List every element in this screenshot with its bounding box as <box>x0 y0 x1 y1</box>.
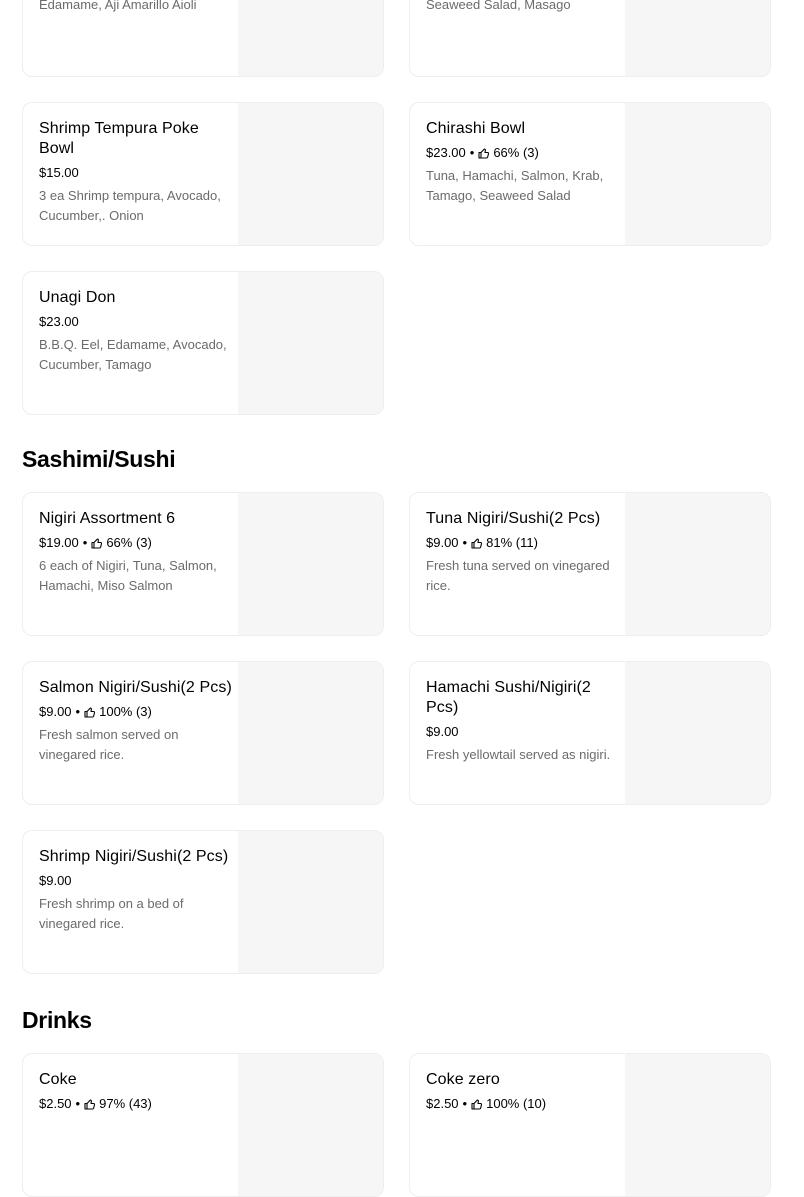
menu-item-price: $9.00 <box>426 724 459 739</box>
menu-item-description: Tuna, Hamachi, Salmon, Krab, Tamago, Seaweed Salad <box>426 168 604 203</box>
section-title-drinks: Drinks <box>22 1007 92 1033</box>
menu-grid-bowls <box>22 0 771 415</box>
menu-item-meta: $9.00 • 100% (3) <box>39 704 152 719</box>
menu-item-price: $9.00 <box>39 704 72 719</box>
thumbs-up-icon <box>471 1098 483 1110</box>
menu-item-info <box>23 0 238 76</box>
menu-item-price: $15.00 <box>39 165 79 180</box>
menu-item-name: Coke <box>39 1071 77 1088</box>
menu-item-meta <box>426 723 625 741</box>
menu-item-meta: $2.50 • 100% (10) <box>426 1096 547 1111</box>
menu-item-meta: $23.00 • 66% (3) <box>426 145 539 160</box>
menu-item-description: Fresh salmon served on vinegared rice. <box>39 727 179 762</box>
menu-item-description: 3 ea Shrimp tempura, Avocado, Cucumber,. Onion <box>39 188 221 223</box>
menu-item-info <box>23 493 238 635</box>
menu-item-image <box>625 1054 770 1196</box>
menu-item-image <box>238 493 383 635</box>
menu-item-rating: 100% (3) <box>99 704 152 719</box>
menu-item-name: Tuna Nigiri/Sushi(2 Pcs) <box>426 510 601 527</box>
menu-item-description: Fresh yellowtail served as nigiri. <box>426 747 611 762</box>
menu-item-info <box>23 831 238 973</box>
menu-item-info <box>410 662 625 804</box>
menu-item-name: Chirashi Bowl <box>426 120 526 137</box>
menu-item-price: $9.00 <box>39 873 72 888</box>
menu-item-image <box>238 0 383 76</box>
menu-item-rating: 100% (10) <box>486 1096 547 1111</box>
menu-item-meta <box>39 164 238 182</box>
menu-item-card[interactable] <box>409 661 771 805</box>
menu-item-price: $23.00 <box>426 145 466 160</box>
menu-item-info <box>410 493 625 635</box>
menu-item-description: Seaweed Salad, Masago <box>426 0 571 12</box>
menu-item-info <box>23 272 238 414</box>
menu-item-image <box>238 103 383 245</box>
menu-item-price: $2.50 <box>426 1096 459 1111</box>
thumbs-up-icon <box>471 537 483 549</box>
menu-item-description: Edamame, Aji Amarillo Aioli <box>39 0 197 12</box>
menu-item-name: Salmon Nigiri/Sushi(2 Pcs) <box>39 679 232 696</box>
menu-item-image <box>625 493 770 635</box>
menu-item-card[interactable] <box>409 102 771 246</box>
menu-item-card[interactable] <box>22 661 384 805</box>
menu-item-price: $19.00 <box>39 535 79 550</box>
menu-item-meta <box>39 872 238 890</box>
menu-item-rating: 66% (3) <box>106 535 152 550</box>
menu-item-image <box>238 662 383 804</box>
thumbs-up-icon <box>478 147 490 159</box>
menu-item-price: $23.00 <box>39 314 79 329</box>
menu-item-info <box>410 1054 625 1196</box>
menu-item-image <box>238 831 383 973</box>
menu-item-card[interactable] <box>409 0 771 77</box>
menu-item-name: Shrimp Tempura Poke Bowl <box>39 120 199 157</box>
menu-item-description: Fresh shrimp on a bed of vinegared rice. <box>39 896 184 931</box>
menu-grid-sashimi-sushi <box>22 492 771 974</box>
menu-item-name: Coke zero <box>426 1071 500 1088</box>
menu-item-card[interactable] <box>409 492 771 636</box>
menu-item-image <box>625 0 770 76</box>
menu-item-description: 6 each of Nigiri, Tuna, Salmon, Hamachi, Miso Salmon <box>39 558 217 593</box>
menu-item-rating: 97% (43) <box>99 1096 152 1111</box>
menu-item-price: $2.50 <box>39 1096 72 1111</box>
thumbs-up-icon <box>84 706 96 718</box>
thumbs-up-icon <box>91 537 103 549</box>
menu-item-meta: $9.00 • 81% (11) <box>426 535 538 550</box>
menu-item-meta: $2.50 • 97% (43) <box>39 1096 152 1111</box>
menu-item-name: Shrimp Nigiri/Sushi(2 Pcs) <box>39 848 229 865</box>
menu-item-image <box>625 662 770 804</box>
menu-item-image <box>238 1054 383 1196</box>
menu-grid-drinks <box>22 1053 771 1197</box>
menu-item-info <box>410 103 625 245</box>
menu-item-card[interactable] <box>22 102 384 246</box>
thumbs-up-icon <box>84 1098 96 1110</box>
menu-item-rating: 66% (3) <box>493 145 539 160</box>
menu-item-image <box>625 103 770 245</box>
menu-item-name: Nigiri Assortment 6 <box>39 510 176 527</box>
section-title-sashimi-sushi: Sashimi/Sushi <box>22 446 176 472</box>
menu-item-meta <box>39 313 238 331</box>
menu-item-image <box>238 272 383 414</box>
menu-item-info <box>410 0 625 76</box>
menu-item-card[interactable] <box>22 492 384 636</box>
menu-item-price: $9.00 <box>426 535 459 550</box>
menu-item-card[interactable] <box>22 1053 384 1197</box>
menu-item-description: B.B.Q. Eel, Edamame, Avocado, Cucumber, Tamago <box>39 337 227 372</box>
menu-item-name: Unagi Don <box>39 289 116 306</box>
menu-item-card[interactable] <box>22 0 384 77</box>
menu-item-card[interactable] <box>22 830 384 974</box>
menu-item-card[interactable] <box>22 271 384 415</box>
menu-item-name: Hamachi Sushi/Nigiri(2 Pcs) <box>426 679 591 716</box>
menu-item-description: Fresh tuna served on vinegared rice. <box>426 558 610 593</box>
menu-item-info <box>23 103 238 245</box>
menu-item-info <box>23 1054 238 1196</box>
menu-item-meta: $19.00 • 66% (3) <box>39 535 152 550</box>
menu-item-card[interactable] <box>409 1053 771 1197</box>
menu-item-rating: 81% (11) <box>486 535 538 550</box>
menu-item-info <box>23 662 238 804</box>
